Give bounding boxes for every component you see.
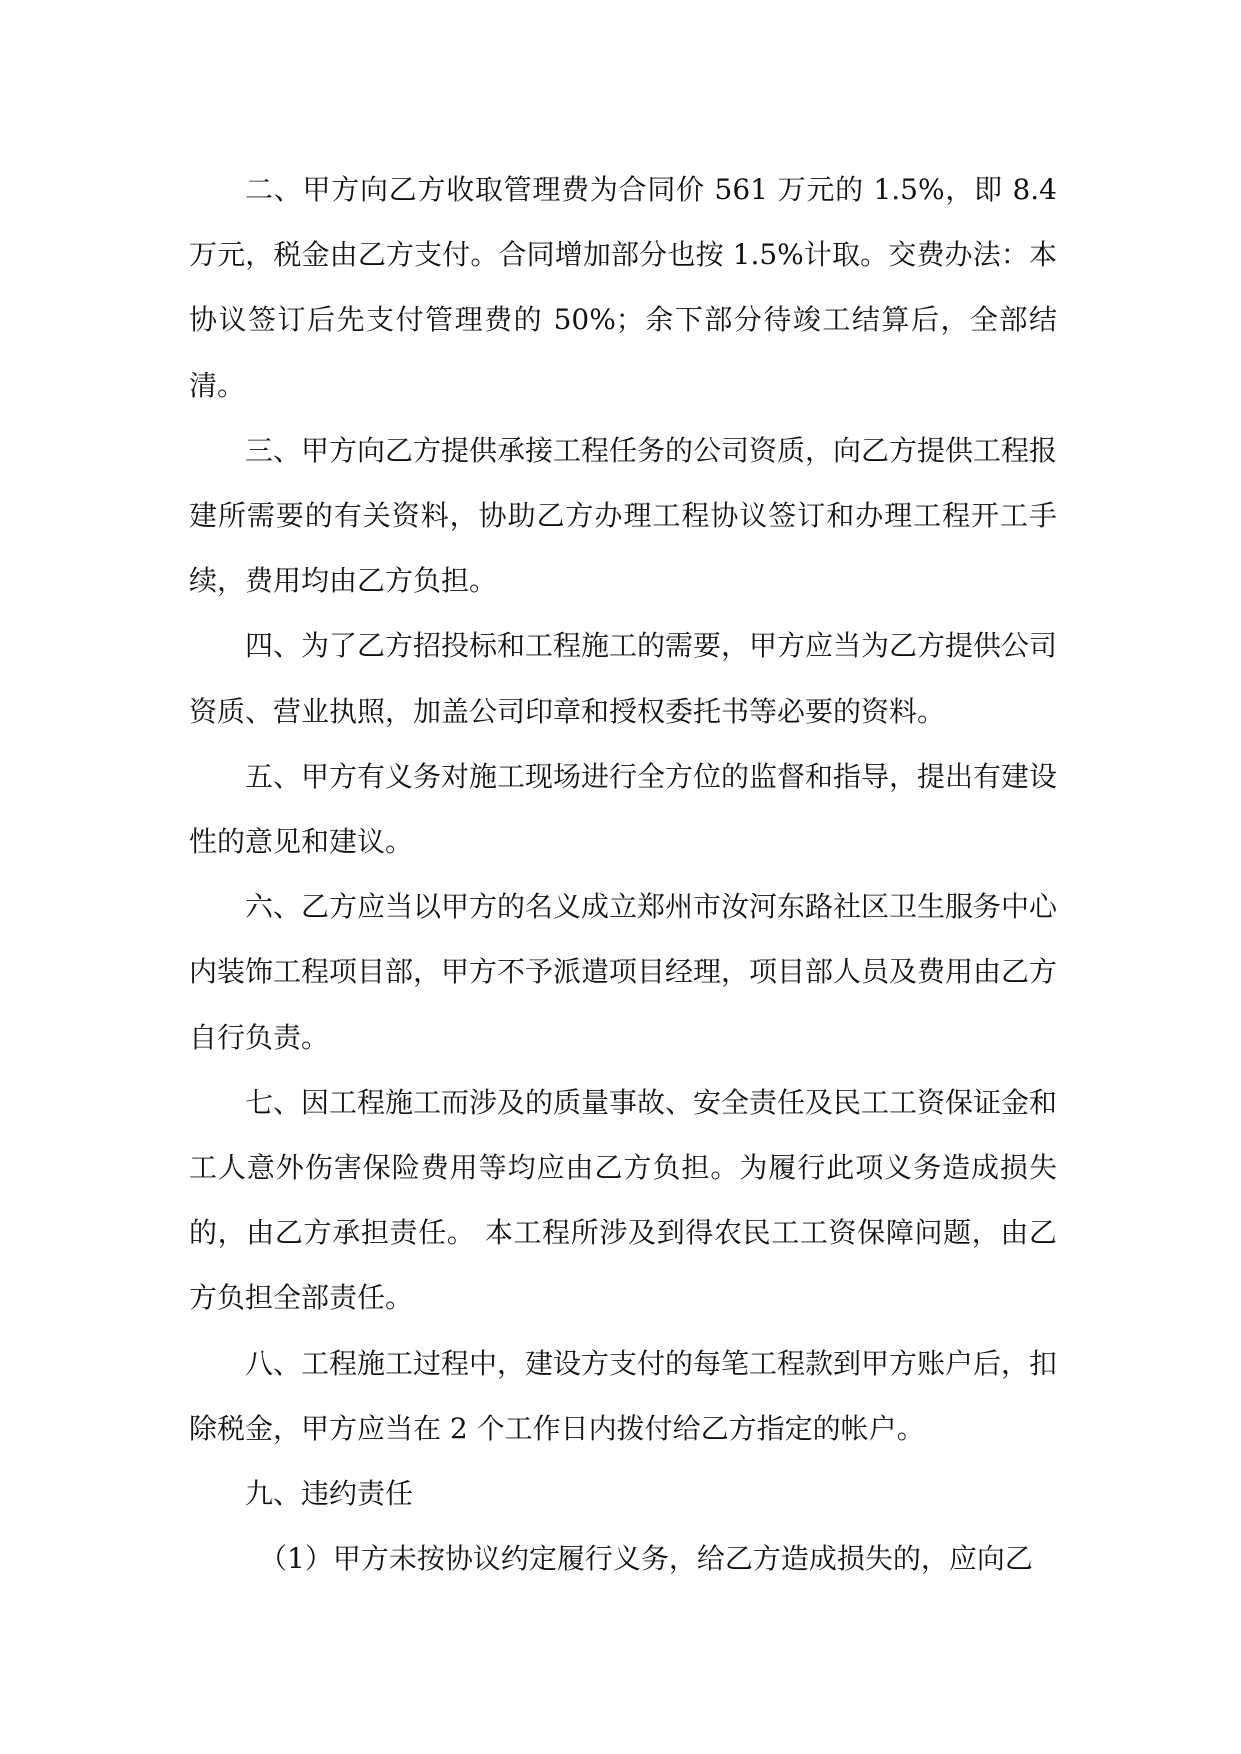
- clause-2-paragraph: 二、甲方向乙方收取管理费为合同价 561 万元的 1.5%，即 8.4 万元，税金由乙方支付。合同增加部分也按 1.5%计取。交费办法：本协议签订后先支付管理费的 50%；余下部分待竣工结算后，全部结清。: [189, 173, 1057, 402]
- clause-9-item-1: （1）甲方未按协议约定履行义务，给乙方造成损失的，应向乙: [259, 1542, 1033, 1576]
- clause-6-paragraph: 六、乙方应当以甲方的名义成立郑州市汝河东路社区卫生服务中心内装饰工程项目部，甲方不予派遣项目经理，项目部人员及费用由乙方自行负责。: [189, 890, 1058, 1054]
- clause-5-paragraph: 五、甲方有义务对施工现场进行全方位的监督和指导，提出有建设性的意见和建议。: [189, 759, 1058, 859]
- clause-9-heading: 九、违约责任: [245, 1477, 414, 1511]
- clause-8-paragraph: 八、工程施工过程中，建设方支付的每笔工程款到甲方账户后，扣除税金，甲方应当在 2 个工作日内拨付给乙方指定的帐户。: [189, 1346, 1058, 1445]
- clause-7-paragraph: 七、因工程施工而涉及的质量事故、安全责任及民工工资保证金和工人意外伤害保险费用等均应由乙方负担。为履行此项义务造成损失的，由乙方承担责任。 本工程所涉及到得农民工工资保障问题，由乙方负担全部责任。: [189, 1085, 1058, 1315]
- clause-3-paragraph: 三、甲方向乙方提供承接工程任务的公司资质，向乙方提供工程报建所需要的有关资料，协助乙方办理工程协议签订和办理工程开工手续，费用均由乙方负担。: [189, 433, 1058, 598]
- clause-4-paragraph: 四、为了乙方招投标和工程施工的需要，甲方应当为乙方提供公司资质、营业执照，加盖公司印章和授权委托书等必要的资料。: [189, 629, 1058, 728]
- document-body: [189, 157, 1057, 1591]
